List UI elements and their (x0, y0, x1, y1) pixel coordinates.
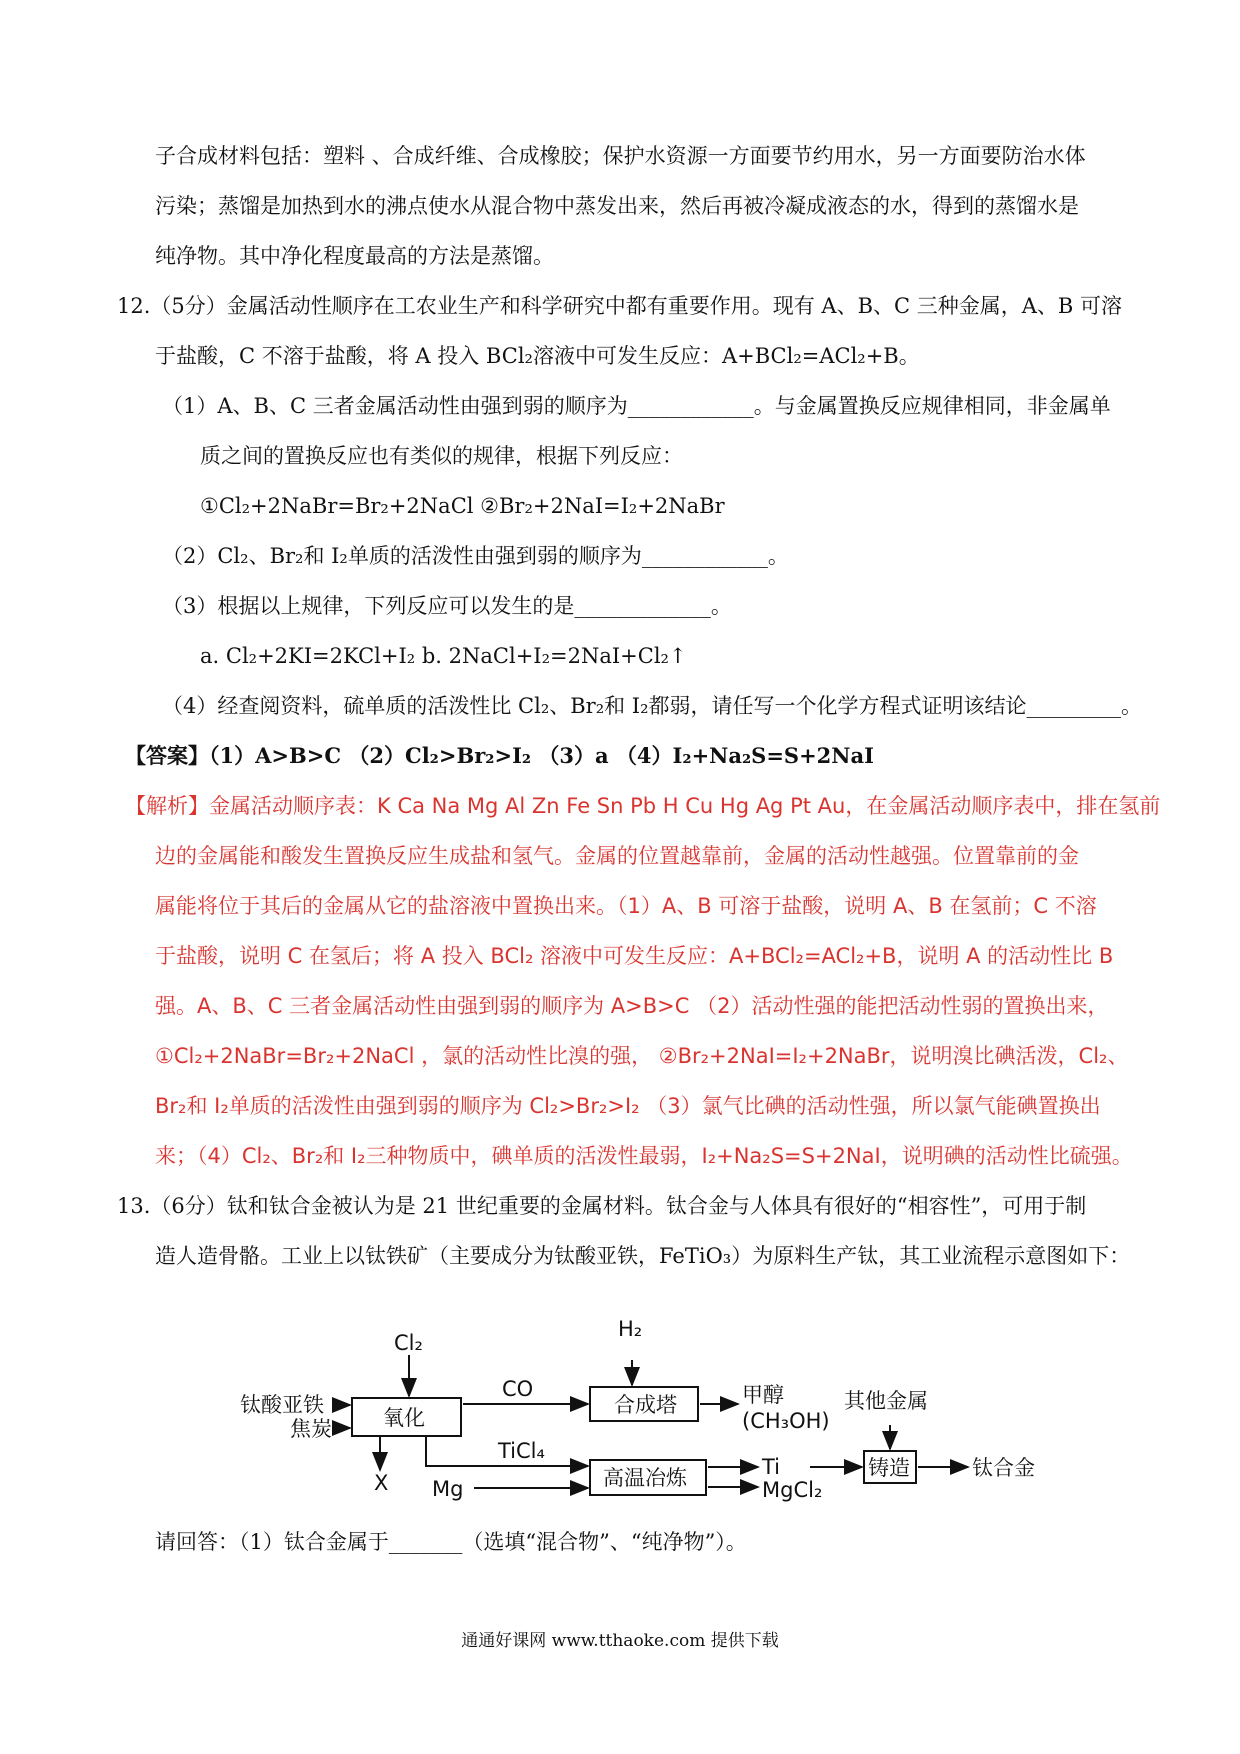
mg-label: Mg (432, 1477, 464, 1501)
text-line: 质之间的置换反应也有类似的规律，根据下列反应： (200, 444, 683, 468)
synthesis-tower-box (590, 1387, 698, 1421)
text-line: 边的金属能和酸发生置换反应生成盐和氢气。金属的位置越靠前，金属的活动性越强。位置靠前的金 (155, 844, 1079, 868)
feed-iron-titanate-label: 钛酸亚铁 (240, 1393, 324, 1417)
text-line: 于盐酸，C 不溶于盐酸，将 A 投入 BCl₂溶液中可发生反应：A+BCl₂=ACl₂+B。 (155, 344, 920, 368)
text-line: 污染；蒸馏是加热到水的沸点使水从混合物中蒸发出来，然后再被冷凝成液态的水，得到的蒸馏水是 (155, 194, 1079, 218)
text-line: 于盐酸，说明 C 在氢后；将 A 投入 BCl₂ 溶液中可发生反应：A+BCl₂=ACl₂+B，说明 A 的活动性比 B (155, 944, 1114, 968)
feed-coke-label: 焦炭 (290, 1417, 332, 1441)
cl2-label: Cl₂ (394, 1331, 423, 1355)
methanol-label: 甲醇 (742, 1383, 784, 1407)
text-line: 子合成材料包括：塑料 、合成纤维、合成橡胶；保护水资源一方面要节约用水，另一方面要防治水体 (155, 144, 1086, 168)
text-line: a. Cl₂+2KI=2KCl+I₂ b. 2NaCl+I₂=2NaI+Cl₂↑ (200, 644, 687, 668)
text-line: （2）Cl₂、Br₂和 I₂单质的活泼性由强到弱的顺序为____________。 (162, 544, 789, 568)
co-label: CO (502, 1377, 534, 1401)
text-line: ①Cl₂+2NaBr=Br₂+2NaCl ②Br₂+2NaI=I₂+2NaBr (200, 494, 725, 518)
synthesis-tower-label: 合成塔 (614, 1393, 677, 1417)
text-line: （1）A、B、C 三者金属活动性由强到弱的顺序为____________。与金属置换反应规律相同，非金属单 (162, 394, 1111, 418)
text-line: Br₂和 I₂单质的活泼性由强到弱的顺序为 Cl₂>Br₂>I₂ （3）氯气比碘的活动性强，所以氯气能碘置换出 (155, 1094, 1101, 1118)
titanium-alloy-label: 钛合金 (972, 1456, 1035, 1480)
h2-label: H₂ (618, 1317, 643, 1341)
text-line: 12.（5分）金属活动性顺序在工农业生产和科学研究中都有重要作用。现有 A、B、C 三种金属，A、B 可溶 (117, 294, 1123, 318)
text-line: 纯净物。其中净化程度最高的方法是蒸馏。 (155, 244, 554, 268)
text-line: 来；（4）Cl₂、Br₂和 I₂三种物质中，碘单质的活泼性最弱，I₂+Na₂S=S+2NaI，说明碘的活动性比硫强。 (155, 1144, 1133, 1168)
ti-label: Ti (762, 1455, 781, 1479)
text-line: 强。A、B、C 三者金属活动性由强到弱的顺序为 A>B>C （2）活动性强的能把活动性弱的置换出来， (155, 994, 1109, 1018)
text-line: 13.（6分）钛和钛合金被认为是 21 世纪重要的金属材料。钛合金与人体具有很好的“相容性”，可用于制 (117, 1194, 1087, 1218)
casting-box (864, 1451, 916, 1483)
page-footer: 通通好课网 www.tthaoke.com 提供下载 (461, 1631, 779, 1651)
other-metal-label: 其他金属 (844, 1389, 928, 1413)
smelting-box (590, 1460, 706, 1495)
text-line: （4）经查阅资料，硫单质的活泼性比 Cl₂、Br₂和 I₂都弱，请任写一个化学方程式证明该结论_________。 (162, 694, 1143, 718)
byproduct-x-label: X (374, 1471, 389, 1495)
casting-label: 铸造 (868, 1456, 910, 1480)
text-line: 造人造骨骼。工业上以钛铁矿（主要成分为钛酸亚铁，FeTiO₃）为原料生产钛，其工业流程示意图如下： (155, 1244, 1131, 1268)
text-line: 请回答：（1）钛合金属于_______（选填“混合物”、“纯净物”）。 (155, 1530, 747, 1554)
methanol-formula-label: (CH₃OH) (742, 1409, 830, 1433)
text-line: （3）根据以上规律，下列反应可以发生的是_____________。 (162, 594, 732, 618)
text-line: ①Cl₂+2NaBr=Br₂+2NaCl ，氯的活动性比溴的强， ②Br₂+2NaI=I₂+2NaBr，说明溴比碘活泼，Cl₂、 (155, 1044, 1129, 1068)
mgcl2-label: MgCl₂ (762, 1478, 823, 1502)
text-line: 属能将位于其后的金属从它的盐溶液中置换出来。（1）A、B 可溶于盐酸，说明 A、B 在氢前；C 不溶 (155, 894, 1097, 918)
oxidize-label: 氧化 (383, 1406, 425, 1430)
text-line: 【解析】金属活动顺序表：K Ca Na Mg Al Zn Fe Sn Pb H Cu Hg Ag Pt Au，在金属活动顺序表中，排在氢前 (125, 794, 1161, 818)
smelting-label: 高温冶炼 (603, 1466, 687, 1490)
oxidize-box (352, 1398, 461, 1436)
ticl4-label: TiCl₄ (498, 1439, 545, 1463)
text-line: 【答案】（1）A>B>C （2）Cl₂>Br₂>I₂ （3）a （4）I₂+Na₂S=S+2NaI (125, 743, 874, 768)
